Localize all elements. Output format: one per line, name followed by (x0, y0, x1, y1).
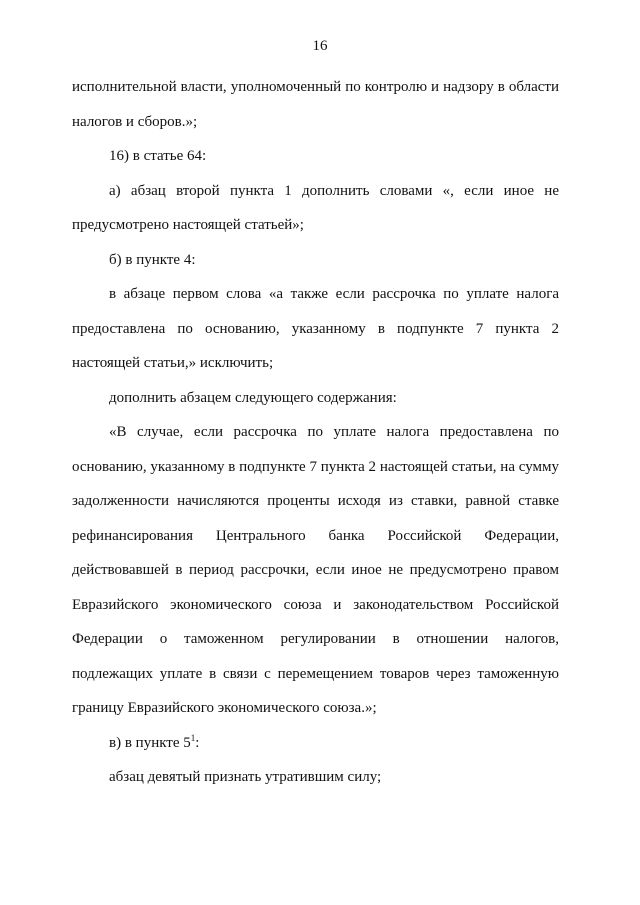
paragraph-amendment-first: в абзаце первом слова «а также если рассрочка по уплате налога предоставлена по основанию, указанному в подпункте 7 пункта 2 настоящей статьи,» исключить; (72, 286, 559, 371)
paragraph-item-16: 16) в статье 64: (109, 148, 207, 164)
paragraph-quoted-text: «В случае, если рассрочка по уплате налога предоставлена по основанию, указанному в подпункте 7 пункта 2 настоящей статьи, на сумму задолженности начисляются проценты исходя из ставки, равной ставке рефинансирования Центрального банка Российской Федерации, действовавшей в период рассрочки, если иное не предусмотрено правом Евразийского экономического союза и законодательством Российской Федерации о таможенном регулировании в отношении налогов, подлежащих уплате в связи с перемещением товаров через таможенную границу Евразийского экономического союза.»; (72, 424, 559, 716)
document-body (72, 70, 559, 795)
paragraph-item-b: б) в пункте 4: (109, 251, 196, 268)
item-v-superscript: 1 (190, 732, 196, 743)
page-number: 16 (312, 38, 328, 54)
paragraph-last: абзац девятый признать утратившим силу; (109, 769, 382, 785)
paragraph-add-clause: дополнить абзацем следующего содержания: (109, 389, 397, 406)
item-v-text: в) в пункте 5 (109, 734, 191, 751)
paragraph-item-v (72, 726, 559, 761)
paragraph-continuation: исполнительной власти, уполномоченный по контролю и надзору в области налогов и сборов.»; (72, 79, 559, 130)
item-v-suffix: : (195, 734, 200, 751)
paragraph-item-a: а) абзац второй пункта 1 дополнить словами «, если иное не предусмотрено настоящей статьей»; (72, 182, 559, 233)
